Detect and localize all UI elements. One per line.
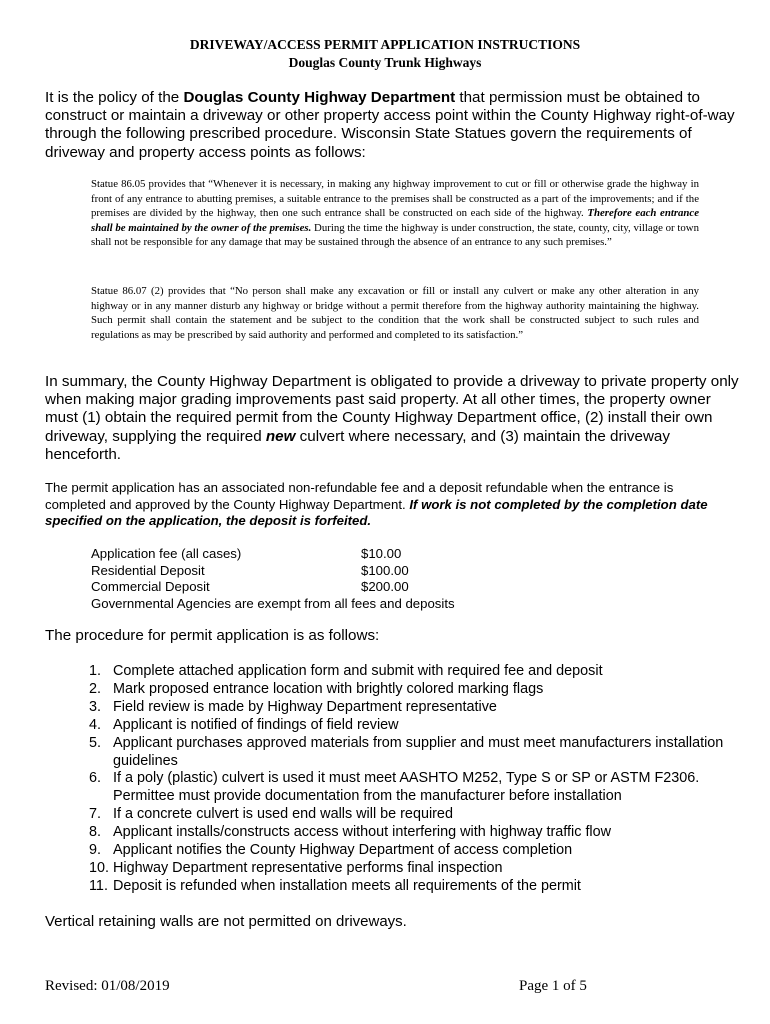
step-text: Complete attached application form and submit with required fee and deposit xyxy=(113,663,603,679)
procedure-step xyxy=(89,770,749,806)
step-number: 4. xyxy=(89,716,102,733)
document-title: DRIVEWAY/ACCESS PERMIT APPLICATION INSTRUCTIONS xyxy=(189,37,581,52)
fee-row xyxy=(91,546,591,563)
summary-emphasis-new: new xyxy=(265,427,296,445)
document-subtitle: Douglas County Trunk Highways xyxy=(288,55,482,70)
fee-row xyxy=(91,563,591,580)
statute-86-05-tail: During the time the highway is under construction, the state, county, city, village or town shall not be responsible for any damage that may be sustained through the absence of an entrance to any such premises.” xyxy=(91,221,699,249)
fee-paragraph xyxy=(45,480,735,530)
procedure-step xyxy=(89,699,749,717)
step-text: If a poly (plastic) culvert is used it must meet AASHTO M252, Type S or SP or ASTM F2306. Permittee must provide documentation from the manufacturer before installation xyxy=(113,770,700,805)
step-text: Applicant notifies the County Highway Department of access completion xyxy=(113,842,573,859)
step-number: 3. xyxy=(89,698,102,715)
procedure-step xyxy=(89,735,749,771)
fee-label: Residential Deposit xyxy=(91,562,205,578)
fee-label: Commercial Deposit xyxy=(91,579,210,595)
procedure-step xyxy=(89,806,749,824)
step-number: 1. xyxy=(89,663,102,679)
procedure-step xyxy=(89,860,749,878)
procedure-step xyxy=(89,842,749,860)
step-text: Applicant is notified of findings of field review xyxy=(113,716,399,733)
step-number: 11. xyxy=(89,877,108,894)
fee-forfeit-warning: If work is not completed by the completion date specified on the application, the deposit is forfeited. xyxy=(45,496,708,528)
step-number: 6. xyxy=(89,770,102,787)
procedure-step xyxy=(89,878,749,896)
summary-text-2: culvert where necessary, and (3) maintain the driveway henceforth. xyxy=(45,427,670,463)
step-text: If a concrete culvert is used end walls will be required xyxy=(113,806,453,823)
intro-text-1: It is the policy of the xyxy=(45,89,184,106)
page-number: Page 1 of 5 xyxy=(519,978,587,994)
procedure-step xyxy=(89,717,749,735)
intro-text-2: that permission must be obtained to construct or maintain a driveway or other property access point within the County Highway right-of-way through the following prescribed procedure. Wisconsin State Statues govern the requirements of driveway and property access points as follows: xyxy=(45,89,735,161)
fee-row xyxy=(91,579,591,596)
step-text: Applicant installs/constructs access without interfering with highway traffic flow xyxy=(113,824,612,841)
step-number: 5. xyxy=(89,734,102,751)
procedure-step xyxy=(89,681,749,699)
procedure-step xyxy=(89,663,749,681)
fee-label: Application fee (all cases) xyxy=(91,546,242,561)
step-text: Applicant purchases approved materials from supplier and must meet manufacturers installation guidelines xyxy=(113,734,724,769)
statute-86-07-text: Statue 86.07 (2) provides that “No person shall make any excavation or fill or install any culvert or make any other alteration in any highway or in any manner disturb any highway or bridge without a permit therefore from the highway authority maintaining the highway. Such permit shall contain the statement and be subject to the condition that the work shall be constructed subject to such rules and regulations as may be prescribed by said authority and performed and completed to its satisfaction.” xyxy=(91,285,699,341)
summary-text-1: In summary, the County Highway Department is obligated to provide a driveway to private property only when making major grading improvements past said property. At all other times, the property owner must (1) obtain the required permit from the County Highway Department office, (2) install their own driveway, supplying the required xyxy=(45,373,739,445)
step-number: 10. xyxy=(89,859,110,876)
statute-86-05-emphasis: Therefore each entrance shall be maintained by the owner of the premises. xyxy=(91,207,700,234)
step-number: 2. xyxy=(89,680,102,697)
step-text: Highway Department representative performs final inspection xyxy=(113,859,503,876)
step-text: Mark proposed entrance location with brightly colored marking flags xyxy=(113,680,544,697)
statute-86-05-text: Statue 86.05 provides that “Whenever it is necessary, in making any highway improvement to cut or fill or otherwise grade the highway in front of any entrance to abutting premises, a suitable entrance to the premises shall be constructed as a part of the improvements; and if the premises are divided by the highway, then one such entrance shall be constructed on each side of the highway. xyxy=(91,178,699,220)
revision-date: Revised: 01/08/2019 xyxy=(45,978,170,994)
step-number: 9. xyxy=(89,842,102,859)
fee-paragraph-text: The permit application has an associated non-refundable fee and a deposit refundable when the entrance is completed and approved by the County Highway Department. xyxy=(45,480,674,512)
step-number: 7. xyxy=(89,806,102,823)
statute-86-05-quote xyxy=(91,177,699,250)
step-number: 8. xyxy=(89,824,102,841)
step-text: Deposit is refunded when installation meets all requirements of the permit xyxy=(113,877,581,894)
intro-department-name: Douglas County Highway Department xyxy=(183,89,456,106)
step-text: Field review is made by Highway Department representative xyxy=(113,698,497,715)
fee-amount: $100.00 xyxy=(361,562,409,578)
procedure-heading: The procedure for permit application is as follows: xyxy=(45,627,380,644)
procedure-step xyxy=(89,824,749,842)
fee-exempt-note: Governmental Agencies are exempt from all fees and deposits xyxy=(91,595,455,611)
statute-86-07-quote xyxy=(91,284,699,342)
summary-paragraph xyxy=(45,373,745,464)
fee-amount: $10.00 xyxy=(361,546,402,561)
fee-amount: $200.00 xyxy=(361,579,409,595)
fee-schedule xyxy=(91,546,591,612)
retaining-walls-note: Vertical retaining walls are not permitted on driveways. xyxy=(45,913,407,930)
intro-paragraph xyxy=(45,89,735,162)
procedure-steps xyxy=(89,663,749,896)
